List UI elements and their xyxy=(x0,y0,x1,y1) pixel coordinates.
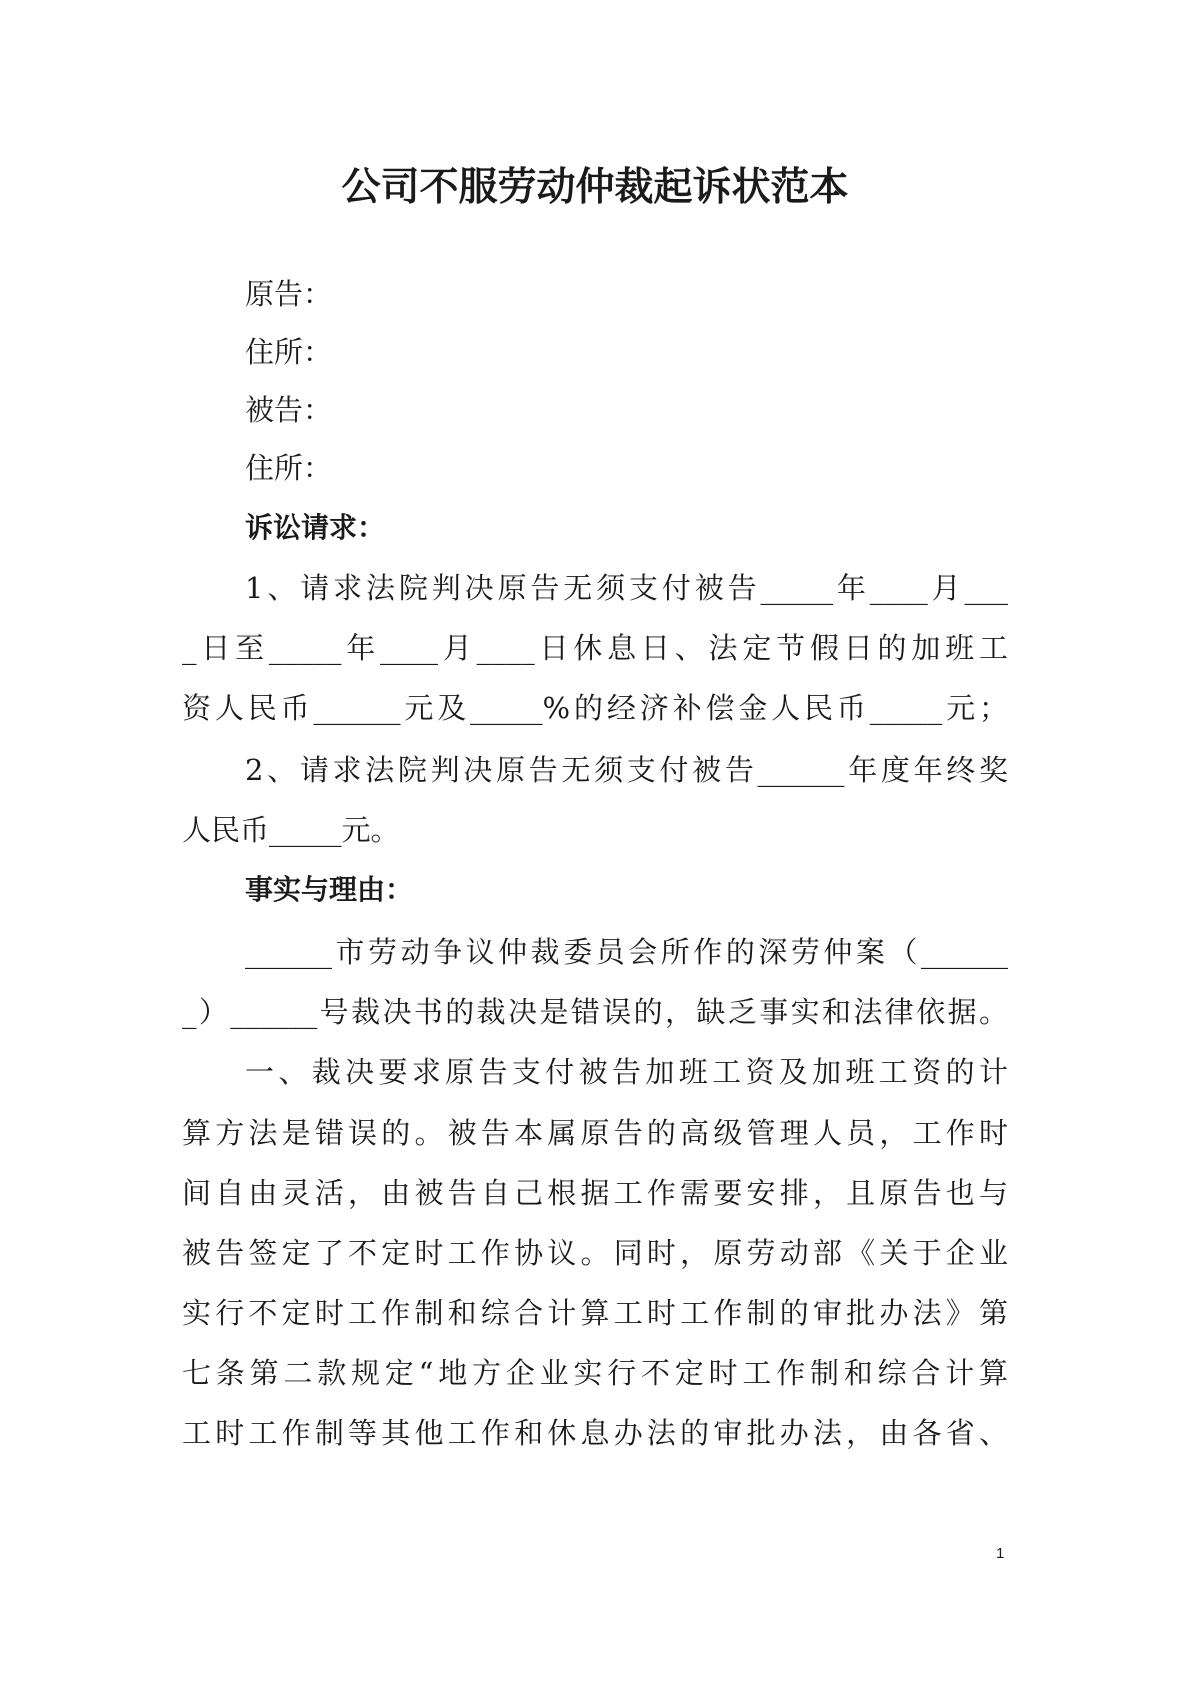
facts-line: ______市劳动争议仲裁委员会所作的深劳仲案（______ xyxy=(245,935,1008,969)
facts-line: 工时工作制等其他工作和休息办法的审批办法，由各省、 xyxy=(182,1416,1008,1450)
facts-line: 实行不定时工作制和综合计算工时工作制的审批办法》第 xyxy=(182,1296,1008,1330)
facts-heading: 事实与理由： xyxy=(245,873,414,906)
facts-line: 一、裁决要求原告支付被告加班工资及加班工资的计 xyxy=(245,1055,1008,1089)
claims-line: 1、请求法院判决原告无须支付被告_____年____月___ xyxy=(245,571,1008,605)
claims-line: 资人民币______元及_____%的经济补偿金人民币_____元； xyxy=(182,691,1008,725)
claims-line: 2、请求法院判决原告无须支付被告______年度年终奖 xyxy=(245,753,1008,787)
facts-line: _）______号裁决书的裁决是错误的，缺乏事实和法律依据。 xyxy=(182,995,1008,1029)
facts-line: 间自由灵活，由被告自己根据工作需要安排，且原告也与 xyxy=(182,1176,1008,1210)
plaintiff-label: 原告： xyxy=(245,277,333,311)
claims-line: _日至_____年____月____日休息日、法定节假日的加班工 xyxy=(182,631,1008,665)
page-number: 1 xyxy=(996,1545,1005,1562)
plaintiff-address-label: 住所： xyxy=(245,335,333,369)
defendant-label: 被告： xyxy=(245,393,333,427)
claims-heading: 诉讼请求： xyxy=(245,511,386,544)
facts-line: 算方法是错误的。被告本属原告的高级管理人员，工作时 xyxy=(182,1116,1008,1150)
defendant-address-label: 住所： xyxy=(245,451,333,485)
claims-line: 人民币_____元。 xyxy=(182,813,400,847)
facts-line: 七条第二款规定“地方企业实行不定时工作制和综合计算 xyxy=(182,1356,1008,1390)
facts-line: 被告签定了不定时工作协议。同时，原劳动部《关于企业 xyxy=(182,1236,1008,1270)
document-title: 公司不服劳动仲裁起诉状范本 xyxy=(341,165,849,210)
